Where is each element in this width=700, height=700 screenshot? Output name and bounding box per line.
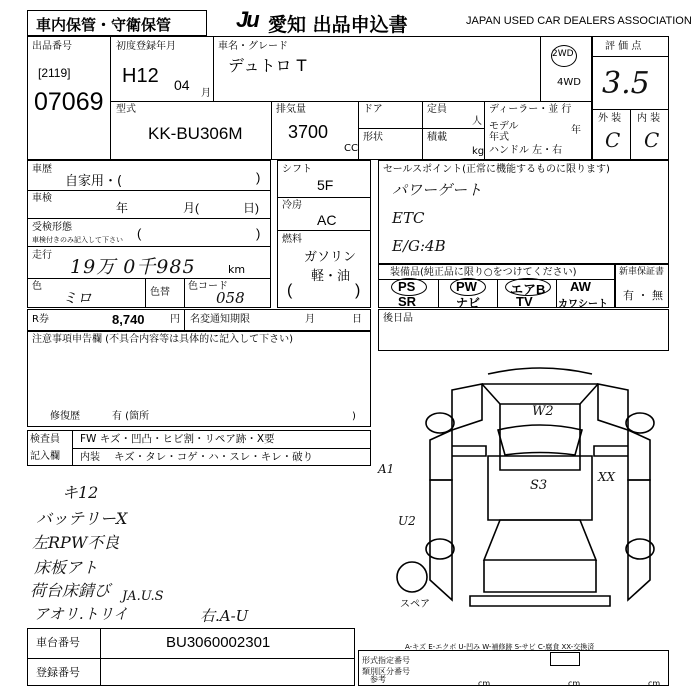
ju-logo: Ju <box>236 7 258 32</box>
history-close: ) <box>256 170 261 185</box>
registration-month: 04 <box>174 77 190 93</box>
color-value: ミロ <box>62 289 93 307</box>
inspection-label: 車検 <box>32 193 52 204</box>
inspector-entry-label: 記入欄 <box>30 451 60 462</box>
back-seat-label: 後日品 <box>383 313 413 324</box>
certificate-label: 形式指定番号 類別区分番号 <box>362 656 410 676</box>
first-registration-label: 初度登録年月 <box>116 41 176 52</box>
notice-label: 名変通知期限 <box>190 314 250 325</box>
diagram-mark-s3: S3 <box>530 478 548 493</box>
inspection-month: 月( <box>183 201 199 215</box>
accept-close: ) <box>256 226 261 241</box>
sales-point-3: E/G:4B <box>392 237 446 255</box>
lot-bracket-number: [2119] <box>38 66 71 80</box>
repair-label: 修復歴 <box>50 411 80 422</box>
equip-ps: PS <box>398 279 416 294</box>
capacity-unit: 人 <box>472 116 482 127</box>
stamp-box <box>550 652 580 666</box>
storage-label: 車内保管・守衛保管 <box>36 16 172 34</box>
door-label: ドア <box>363 104 383 115</box>
notice-day: 日 <box>352 314 362 325</box>
inspector-label: 検査員 <box>30 434 60 445</box>
model-value: KK-BU306M <box>148 124 243 143</box>
diagram-mark-a1: A1 <box>378 462 395 476</box>
shift-value: 5F <box>317 177 334 193</box>
association-name: JAPAN USED CAR DEALERS ASSOCIATION <box>466 15 692 27</box>
shift-label: シフト <box>282 164 312 175</box>
certificate-cm-1: cm <box>478 679 491 688</box>
certificate-cm-2: cm <box>568 679 581 688</box>
color-code-value: 058 <box>216 289 245 307</box>
interior-label: 内 装 <box>637 113 661 124</box>
dealer-label: ディーラー・並 行 <box>489 104 572 115</box>
notes-label: 注意事項申告欄 (不具合内容等は具体的に記入して下さい) <box>32 334 293 345</box>
color-change-label: 色替 <box>150 287 170 298</box>
model-year-label: モデル 年式 <box>489 121 519 143</box>
4wd-label: 4WD <box>557 77 581 88</box>
fuel-paren-open: ( <box>287 282 293 299</box>
color-label: 色 <box>32 281 42 292</box>
fuel-alt: 軽・油 <box>311 269 351 284</box>
sales-point-2: ETC <box>392 209 425 227</box>
exterior-label: 外 装 <box>598 113 622 124</box>
registration-era-year: H12 <box>122 65 159 87</box>
equip-pw: PW <box>456 279 477 294</box>
hw-note-1: キ12 <box>62 483 99 502</box>
color-code-label: 色コード <box>188 281 228 292</box>
form-title: 愛知 出品申込書 <box>268 14 408 36</box>
inspection-day: 日) <box>243 201 259 215</box>
model-label: 型式 <box>116 104 136 115</box>
lot-label: 出品番号 <box>32 41 72 52</box>
history-value: 自家用・( <box>65 174 123 189</box>
car-name-label: 車名・グレード <box>218 41 288 52</box>
chassis-label: 車台番号 <box>36 636 80 649</box>
certificate-ref: 参考 <box>370 675 386 684</box>
load-unit: kg <box>472 146 485 157</box>
history-label: 車歴 <box>32 164 52 175</box>
accept-note: 車検付きのみ記入して下さい <box>32 236 123 244</box>
hw-note-5: 荷台床錆び <box>30 581 111 600</box>
hw-note-2: バッテリーX <box>36 509 128 528</box>
equip-tv: TV <box>516 294 533 309</box>
registration-month-unit: 月 <box>201 88 211 99</box>
diagram-mark-xx: XX <box>598 470 616 484</box>
inspector-interior-label: 内装 <box>80 452 100 463</box>
equip-sr: SR <box>398 294 417 309</box>
handle-label: ハンドル 左・右 <box>489 145 563 156</box>
equip-airbag: エアB <box>510 282 546 297</box>
inspection-year: 年 <box>116 201 129 215</box>
spare-label: スペア <box>400 599 430 610</box>
inspector-interior-row: キズ・タレ・コゲ・ハ・スレ・キレ・破り <box>114 451 314 463</box>
mileage-unit: km <box>228 263 246 276</box>
capacity-label: 定員 <box>427 104 447 115</box>
repair-value: 有 (箇所 <box>112 411 150 422</box>
fuel-value: ガソリン <box>304 250 357 265</box>
rating-label: 評 価 点 <box>605 41 642 52</box>
registration-number-label: 登録番号 <box>36 666 80 679</box>
displacement-label: 排気量 <box>276 104 306 115</box>
aircon-value: AC <box>317 212 337 228</box>
load-label: 積載 <box>427 132 447 143</box>
certificate-cm-3: cm <box>648 679 661 688</box>
hw-note-4: 床板アト <box>34 558 99 577</box>
equip-aw: AW <box>570 279 591 294</box>
equipment-label: 装備品(純正品に限り○をつけてください) <box>390 267 577 278</box>
exterior-grade: C <box>605 128 621 152</box>
equip-navi: ナビ <box>456 296 481 310</box>
fuel-paren-close: ) <box>355 282 361 299</box>
fuel-label: 燃料 <box>282 234 302 245</box>
rating-score: 3.5 <box>602 66 650 101</box>
recycle-amount: 8,740 <box>112 312 145 327</box>
inspector-fw-row: FW キズ・凹凸・ヒビ割・リペア跡・X要 <box>80 433 275 445</box>
warranty-label: 新車保証書 <box>619 267 665 277</box>
displacement-unit: CC <box>344 143 358 154</box>
diagram-mark-u2: U2 <box>398 514 416 528</box>
hw-note-6: JA.U.S <box>122 589 164 604</box>
interior-grade: C <box>644 128 660 152</box>
hw-note-3: 左RPW不良 <box>32 533 120 552</box>
aircon-label: 冷房 <box>282 200 302 211</box>
repair-close: ) <box>352 411 356 422</box>
accept-label: 受検形態 <box>32 222 72 233</box>
warranty-value: 有 ・ 無 <box>623 289 663 302</box>
displacement-value: 3700 <box>288 122 329 142</box>
car-name-value: デュトロ T <box>228 56 307 75</box>
lot-number: 07069 <box>34 88 104 116</box>
shape-label: 形状 <box>363 132 383 143</box>
sales-point-1: パワーゲート <box>392 181 483 199</box>
equip-seat: カワシート <box>558 299 608 310</box>
model-year-unit: 年 <box>571 125 581 136</box>
mileage-value: 19万 0千985 <box>70 256 196 278</box>
diagram-mark-w2: W2 <box>532 404 554 419</box>
recycle-unit: 円 <box>170 314 180 325</box>
sales-points-label: セールスポイント(正常に機能するものに限ります) <box>383 164 610 175</box>
hw-note-8: 右.A-U <box>200 607 249 625</box>
mileage-label: 走行 <box>32 250 52 261</box>
recycle-label: R券 <box>32 314 49 325</box>
chassis-value: BU3060002301 <box>166 634 271 651</box>
2wd-label: 2WD <box>552 49 574 59</box>
notice-month: 月 <box>305 314 315 325</box>
hw-note-7: アオリ.トリイ <box>34 605 129 623</box>
diagram-legend: A-キズ E-エクボ U-凹み W-補修跡 S-サビ C-腐食 XX-交換済 <box>405 643 595 651</box>
accept-open: ( <box>137 226 142 241</box>
